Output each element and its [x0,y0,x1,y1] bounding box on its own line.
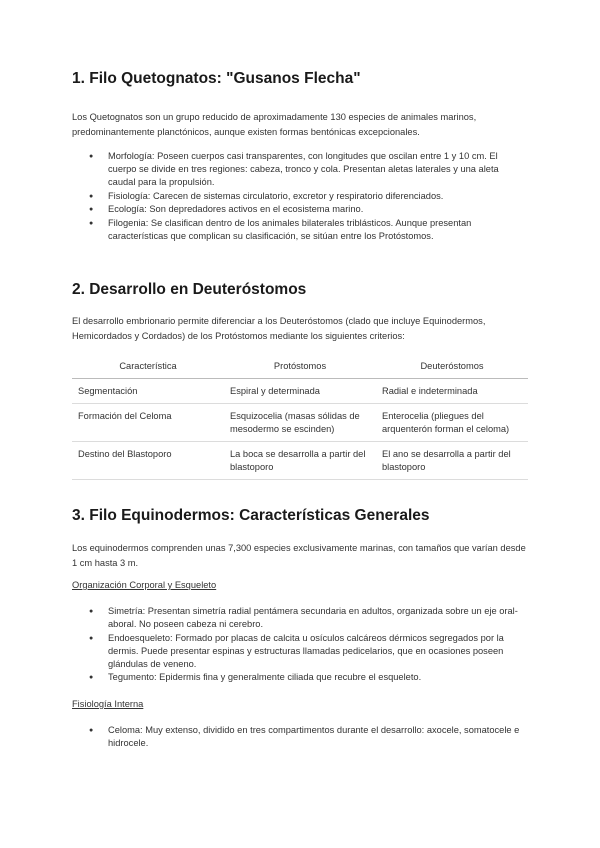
table-row [72,379,528,404]
list-item: ● Morfología: Poseen cuerpos casi transparentes, con longitudes que oscilan entre 1 y 10 cm. El cuerpo se divide en tres regiones: cabeza, tronco y cola. Presentan aletas laterales y una aleta caudal para la propulsión. [72,150,528,189]
list-item: ● Endoesqueleto: Formado por placas de calcita u osículos calcáreos dérmicos segregados por la dermis. Puede presentar espinas y estructuras llamadas pedicelarios, que en ocasiones poseen glándulas de veneno. [72,632,528,671]
section3-subheading-organization: Organización Corporal y Esqueleto [72,580,217,590]
list-item: ● Ecología: Son depredadores activos en el ecosistema marino. [72,203,528,216]
table-cell: La boca se desarrolla a partir del blastoporo [224,442,376,480]
table-header-row [72,354,528,379]
table-header-cell: Característica [72,354,224,379]
list-item: ● Tegumento: Epidermis fina y generalmente ciliada que recubre el esqueleto. [72,671,528,684]
section3-bullet-list-1 [72,605,528,685]
list-item: ● Fisiología: Carecen de sistemas circulatorio, excretor y respiratorio diferenciados. [72,190,528,203]
section3-intro: Los equinodermos comprenden unas 7,300 especies exclusivamente marinas, con tamaños que varían desde 1 cm hasta 3 m. [72,543,526,568]
table-cell: Destino del Blastoporo [72,442,224,480]
table-cell: Segmentación [72,379,224,404]
table-header-cell: Deuteróstomos [376,354,528,379]
section1-intro: Los Quetognatos son un grupo reducido de aproximadamente 130 especies de animales marinos, predominantemente planctónicos, aunque existen formas bentónicas excepcionales. [72,112,477,137]
table-cell: Esquizocelia (masas sólidas de mesodermo se escinden) [224,404,376,442]
section1-bullet-list [72,150,528,243]
table-cell: Enterocelia (pliegues del arquenterón forman el celoma) [376,404,528,442]
table-cell: El ano se desarrolla a partir del blastoporo [376,442,528,480]
table-cell: Formación del Celoma [72,404,224,442]
table-header-cell: Protóstomos [224,354,376,379]
section2-intro: El desarrollo embrionario permite diferenciar a los Deuteróstomos (clado que incluye Equinodermos, Hemicordados y Cordados) de los Protóstomos mediante los siguientes criterios: [72,316,486,341]
section3-bullet-list-2 [72,724,528,751]
list-item: ● Simetría: Presentan simetría radial pentámera secundaria en adultos, organizada sobre un eje oral-aboral. No poseen cabeza ni cerebro. [72,605,528,631]
section3-heading: 3. Filo Equinodermos: Características Generales [72,507,430,524]
table-row [72,404,528,442]
list-item: ● Filogenia: Se clasifican dentro de los animales bilaterales triblásticos. Aunque presentan características que complican su clasificación, se sitúan entre los Protóstomos. [72,217,528,243]
table-cell: Radial e indeterminada [376,379,528,404]
table-cell: Espiral y determinada [224,379,376,404]
section3-subheading-physiology: Fisiología Interna [72,699,144,709]
section1-heading: 1. Filo Quetognatos: "Gusanos Flecha" [72,70,361,87]
table-row [72,442,528,480]
section2-heading: 2. Desarrollo en Deuteróstomos [72,281,307,298]
comparison-table [72,354,528,480]
list-item: ● Celoma: Muy extenso, dividido en tres compartimentos durante el desarrollo: axocele, somatocele e hidrocele. [72,724,528,750]
